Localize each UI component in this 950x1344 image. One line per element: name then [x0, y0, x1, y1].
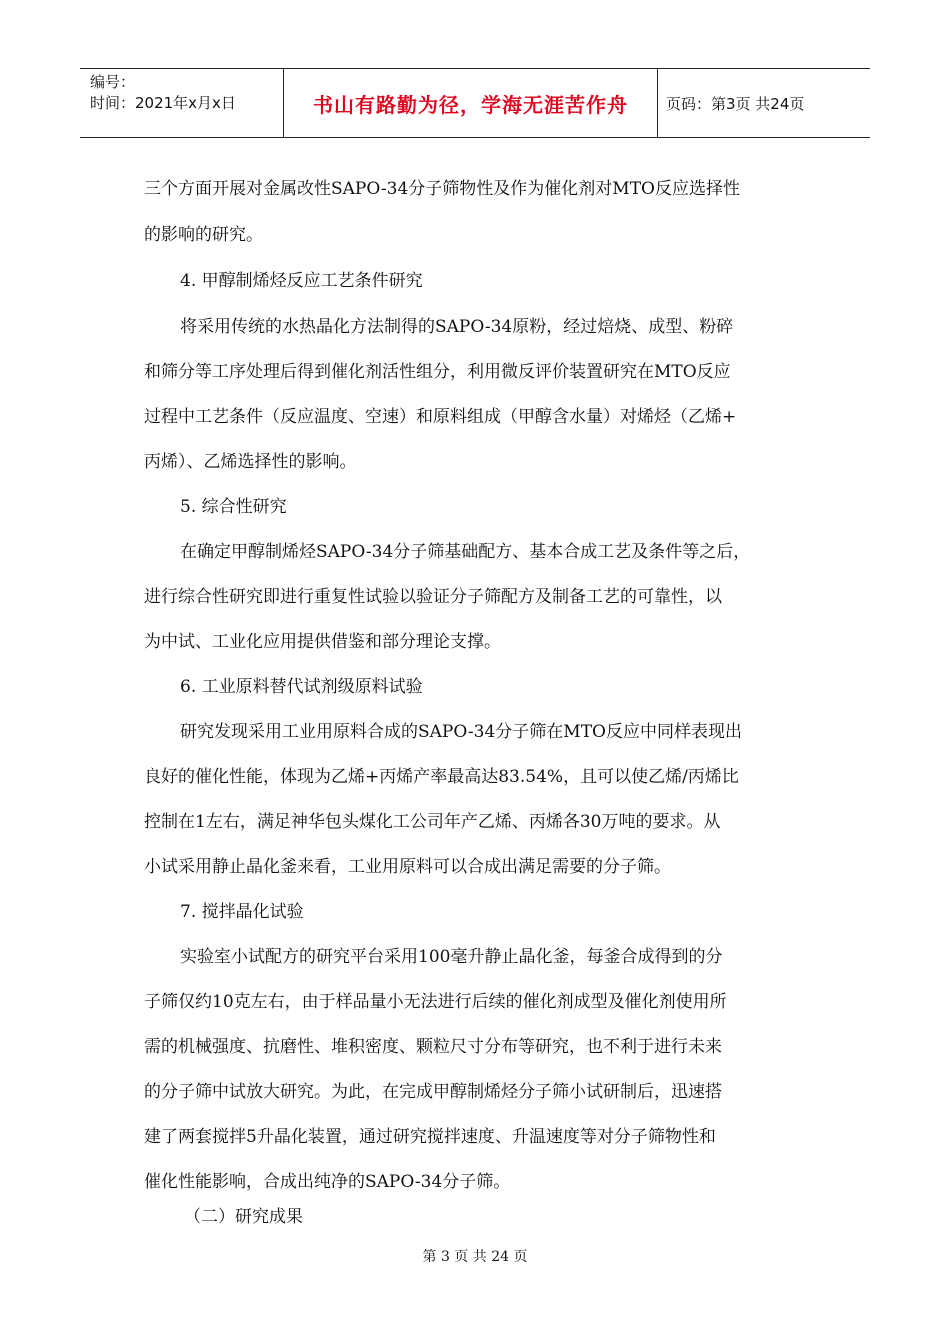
- body-line: 建了两套搅拌5升晶化装置，通过研究搅拌速度、升温速度等对分子筛物性和: [144, 1127, 716, 1147]
- document-time-label: 时间：2021年x月x日: [90, 94, 236, 112]
- section-heading: 5. 综合性研究: [180, 497, 287, 517]
- body-line: 研究发现采用工业用原料合成的SAPO-34分子筛在MTO反应中同样表现出: [180, 722, 742, 742]
- body-line: 控制在1左右，满足神华包头煤化工公司年产乙烯、丙烯各30万吨的要求。从: [144, 812, 721, 832]
- page-footer: 第 3 页 共 24 页: [422, 1249, 528, 1265]
- body-line: 的分子筛中试放大研究。为此，在完成甲醇制烯烃分子筛小试研制后，迅速搭: [144, 1082, 722, 1102]
- header-meta-cell: [80, 69, 284, 137]
- body-line: 为中试、工业化应用提供借鉴和部分理论支撑。: [144, 632, 501, 652]
- subsection-heading: （二）研究成果: [184, 1207, 303, 1227]
- body-line: 实验室小试配方的研究平台采用100毫升静止晶化釜，每釜合成得到的分: [180, 947, 723, 967]
- body-line: 丙烯）、乙烯选择性的影响。: [144, 452, 357, 472]
- body-line: 小试采用静止晶化釜来看，工业用原料可以合成出满足需要的分子筛。: [144, 857, 671, 877]
- body-line: 过程中工艺条件（反应温度、空速）和原料组成（甲醇含水量）对烯烃（乙烯+: [144, 407, 737, 427]
- header-page-cell: [658, 69, 870, 137]
- section-heading: 6. 工业原料替代试剂级原料试验: [180, 677, 423, 697]
- body-line: 良好的催化性能，体现为乙烯+丙烯产率最高达83.54%，且可以使乙烯/丙烯比: [144, 767, 739, 787]
- section-heading: 4. 甲醇制烯烃反应工艺条件研究: [180, 271, 423, 291]
- body-line: 三个方面开展对金属改性SAPO-34分子筛物性及作为催化剂对MTO反应选择性: [144, 179, 740, 199]
- body-line: 的影响的研究。: [144, 225, 263, 245]
- header-motto-cell: [284, 69, 658, 137]
- body-line: 将采用传统的水热晶化方法制得的SAPO-34原粉，经过焙烧、成型、粉碎: [180, 317, 734, 337]
- document-number-label: 编号：: [90, 73, 136, 91]
- body-line: 子筛仅约10克左右，由于样品量小无法进行后续的催化剂成型及催化剂使用所: [144, 992, 727, 1012]
- body-line: 需的机械强度、抗磨性、堆积密度、颗粒尺寸分布等研究，也不利于进行未来: [144, 1037, 722, 1057]
- body-line: 催化性能影响，合成出纯净的SAPO-34分子筛。: [144, 1172, 511, 1192]
- section-heading: 7. 搅拌晶化试验: [180, 902, 304, 922]
- body-line: 进行综合性研究即进行重复性试验以验证分子筛配方及制备工艺的可靠性，以: [144, 587, 722, 607]
- body-line: 和筛分等工序处理后得到催化剂活性组分，利用微反评价装置研究在MTO反应: [144, 362, 731, 382]
- body-line: 在确定甲醇制烯烃SAPO-34分子筛基础配方、基本合成工艺及条件等之后，: [180, 542, 751, 562]
- document-header: [80, 68, 870, 138]
- header-motto: 书山有路勤为径，学海无涯苦作舟: [313, 92, 628, 117]
- header-page-label: 页码：第3页 共24页: [666, 94, 805, 113]
